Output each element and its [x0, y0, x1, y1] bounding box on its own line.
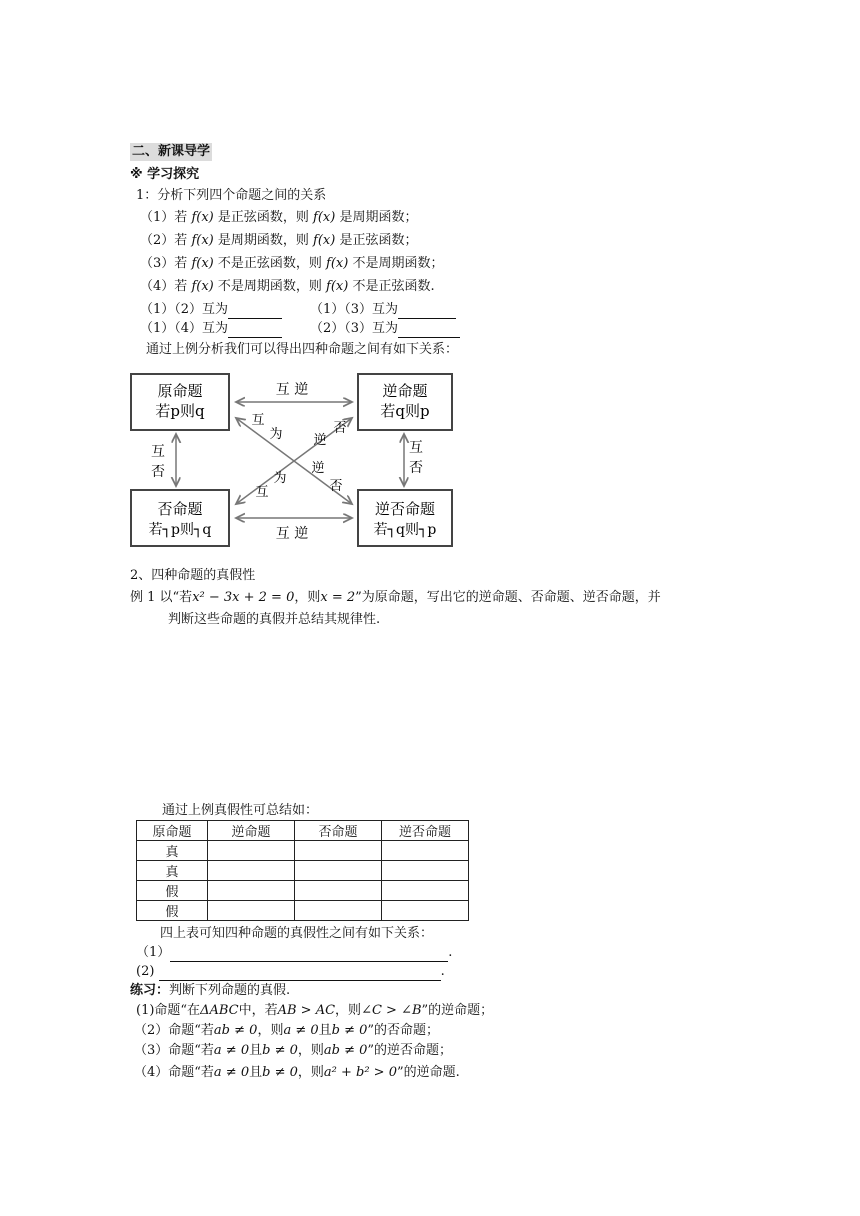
truth-table — [136, 820, 469, 921]
table-cell: 真 — [137, 861, 208, 881]
pair-12: （1）（2）互为 — [140, 301, 282, 319]
example-1: 例 1 以“若x² − 3x + 2 = 0，则x = 2”为原命题，写出它的逆命题、否命题、逆否命题，并 — [130, 590, 661, 605]
answer-blank — [228, 323, 282, 338]
table-header: 否命题 — [295, 821, 382, 841]
table-header: 逆命题 — [208, 821, 295, 841]
label-diag-b2: 否 — [333, 421, 347, 436]
pair-23: （2）（3）互为 — [310, 320, 460, 338]
summary-after: 四上表可知四种命题的真假性之间有如下关系： — [160, 926, 434, 941]
answer-blank — [398, 323, 460, 338]
box-bl-line2: 若┐p则┐q — [148, 522, 212, 538]
table-cell — [295, 861, 382, 881]
pair-13: （1）（3）互为 — [310, 301, 456, 319]
section-title: 二、新课导学 — [132, 144, 211, 159]
box-tl-line2: 若p则q — [155, 402, 205, 420]
table-header-row — [137, 821, 469, 841]
box-tr-line1: 逆命题 — [382, 382, 428, 400]
table-header: 逆否命题 — [382, 821, 469, 841]
summary-blank-1: （1） . — [136, 945, 453, 960]
summary-blank-2: (2) . — [136, 964, 445, 979]
q1-conclusion: 通过上例分析我们可以得出四种命题之间有如下关系： — [146, 342, 459, 357]
label-top: 互 逆 — [275, 382, 309, 398]
table-cell — [382, 881, 469, 901]
table-cell: 真 — [137, 841, 208, 861]
label-diag-d1: 逆 — [311, 461, 325, 476]
label-diag-c1: 为 — [273, 471, 287, 486]
box-tl-line1: 原命题 — [157, 382, 203, 400]
label-left-2: 否 — [151, 464, 165, 480]
table-cell — [382, 901, 469, 921]
practice-item-3: （3）命题“若a ≠ 0且b ≠ 0，则ab ≠ 0”的逆否命题； — [134, 1043, 453, 1058]
table-cell: 假 — [137, 881, 208, 901]
table-cell — [208, 861, 295, 881]
label-diag-b1: 逆 — [313, 433, 327, 448]
table-cell — [208, 841, 295, 861]
subsection-title: ※ 学习探究 — [130, 167, 200, 182]
label-bottom: 互 逆 — [275, 526, 309, 542]
label-left-1: 互 — [151, 444, 165, 460]
table-cell — [295, 881, 382, 901]
q1-title: 1：分析下列四个命题之间的关系 — [136, 188, 327, 203]
table-cell — [295, 901, 382, 921]
practice-title: 练习：判断下列命题的真假. — [130, 983, 291, 998]
table-header: 原命题 — [137, 821, 208, 841]
q1-item-3: （3）若 f(x) 不是正弦函数，则 f(x) 不是周期函数； — [140, 256, 444, 271]
label-right-2: 否 — [409, 460, 423, 476]
pair-14: （1）（4）互为 — [140, 320, 282, 338]
q2-title: 2、四种命题的真假性 — [130, 568, 256, 583]
box-tr-line2: 若q则p — [380, 402, 430, 420]
table-cell — [208, 901, 295, 921]
answer-blank — [228, 304, 282, 319]
practice-item-2: （2）命题“若ab ≠ 0，则a ≠ 0且b ≠ 0”的否命题； — [134, 1023, 440, 1038]
answer-blank — [170, 947, 448, 962]
table-cell — [208, 881, 295, 901]
practice-item-4: （4）命题“若a ≠ 0且b ≠ 0，则a² + b² > 0”的逆命题. — [134, 1065, 460, 1080]
label-diag-d2: 否 — [329, 479, 343, 494]
label-diag-a1: 互 — [251, 413, 265, 428]
table-row — [137, 861, 469, 881]
example-1-line2: 判断这些命题的真假并总结其规律性. — [168, 612, 381, 627]
q1-item-2: （2）若 f(x) 是周期函数，则 f(x) 是正弦函数； — [140, 233, 418, 248]
table-row — [137, 881, 469, 901]
answer-blank — [398, 304, 456, 319]
table-cell: 假 — [137, 901, 208, 921]
table-cell — [382, 861, 469, 881]
label-diag-c2: 互 — [255, 485, 269, 500]
summary-intro: 通过上例真假性可总结如： — [162, 803, 319, 818]
answer-blank — [159, 966, 441, 981]
table-cell — [295, 841, 382, 861]
label-right-1: 互 — [409, 440, 423, 456]
box-bl-line1: 否命题 — [157, 500, 203, 518]
table-row — [137, 901, 469, 921]
box-br-line2: 若┐q则┐p — [373, 522, 437, 538]
table-row — [137, 841, 469, 861]
practice-item-1: (1)命题“在ΔABC中，若AB > AC，则∠C > ∠B”的逆命题； — [136, 1003, 494, 1018]
relationship-diagram — [130, 372, 454, 550]
table-cell — [382, 841, 469, 861]
box-br-line1: 逆否命题 — [374, 500, 436, 518]
q1-item-4: （4）若 f(x) 不是周期函数，则 f(x) 不是正弦函数. — [140, 279, 435, 294]
label-diag-a2: 为 — [269, 427, 283, 442]
q1-item-1: （1）若 f(x) 是正弦函数，则 f(x) 是周期函数； — [140, 210, 418, 225]
